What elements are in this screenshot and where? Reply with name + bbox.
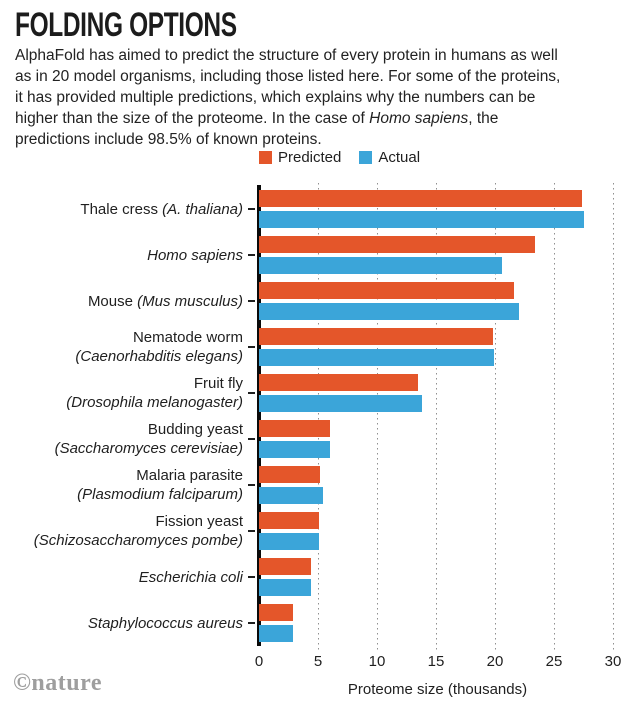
row-label: [0, 236, 243, 274]
chart-row: [0, 236, 640, 274]
chart-row: [0, 374, 640, 412]
actual-bar: [259, 349, 494, 366]
legend-swatch: [259, 151, 272, 164]
row-label-line: [34, 531, 243, 550]
tick-mark: [248, 576, 255, 578]
predicted-bar: [259, 374, 418, 391]
x-axis-label: Proteome size (thousands): [347, 681, 528, 698]
chart-row: [0, 466, 640, 504]
x-tick-label: 20: [486, 653, 504, 670]
chart-row: [0, 604, 640, 642]
actual-bar: [259, 257, 502, 274]
text-segment: Malaria parasite: [136, 467, 243, 484]
row-label: [0, 512, 243, 550]
row-label-line: [133, 328, 243, 347]
tick-mark: [248, 484, 255, 486]
text-segment: (Caenorhabditis elegans): [75, 348, 243, 365]
legend-swatch: [359, 151, 372, 164]
row-label-line: [77, 485, 243, 504]
tick-mark: [248, 254, 255, 256]
text-segment: Homo sapiens: [147, 246, 243, 264]
x-tick-label: 25: [545, 653, 563, 670]
text-segment: (Drosophila melanogaster): [66, 394, 243, 411]
row-label: [0, 558, 243, 596]
text-segment: (Schizosaccharomyces pombe): [33, 532, 243, 549]
row-label-line: [194, 374, 243, 393]
text-segment: (Plasmodium falciparum): [77, 486, 243, 503]
text-segment: Nematode worm: [132, 329, 243, 346]
text-segment: Budding yeast: [147, 421, 243, 438]
legend-label: Predicted: [278, 149, 342, 166]
row-label: [0, 466, 243, 504]
row-label: [0, 374, 243, 412]
x-tick-label: 30: [604, 653, 622, 670]
chart-row: [0, 282, 640, 320]
actual-bar: [259, 487, 323, 504]
row-label: [0, 282, 243, 320]
row-label-line: [148, 420, 243, 439]
tick-mark: [248, 530, 255, 532]
intro-text: [15, 45, 567, 150]
tick-mark: [248, 392, 255, 394]
text-segment: Mouse: [87, 292, 138, 310]
row-label-line: [80, 200, 243, 219]
page-title: FOLDING OPTIONS: [15, 6, 237, 44]
actual-bar: [259, 395, 422, 412]
legend-item: [359, 149, 420, 166]
row-label-line: [136, 466, 243, 485]
predicted-bar: [259, 604, 293, 621]
actual-bar: [259, 625, 293, 642]
header: [15, 8, 323, 42]
predicted-bar: [259, 282, 514, 299]
row-label-line: [88, 292, 243, 311]
row-label-line: [88, 614, 243, 633]
predicted-bar: [259, 512, 319, 529]
actual-bar: [259, 211, 584, 228]
chart-row: [0, 420, 640, 458]
text-segment: (Mus musculus): [137, 292, 243, 310]
row-label-line: [55, 439, 243, 458]
x-tick-label: 5: [313, 653, 323, 670]
text-segment: Fission yeast: [155, 513, 243, 530]
text-segment: Staphylococcus aureus: [87, 614, 243, 632]
tick-mark: [248, 346, 255, 348]
tick-mark: [248, 438, 255, 440]
row-label-line: [139, 568, 243, 587]
predicted-bar: [259, 236, 535, 253]
tick-mark: [248, 300, 255, 302]
chart-legend: [259, 149, 420, 166]
actual-bar: [259, 441, 330, 458]
row-label: [0, 604, 243, 642]
legend-label: Actual: [378, 149, 421, 166]
predicted-bar: [259, 420, 330, 437]
actual-bar: [259, 303, 519, 320]
row-label-line: [75, 347, 243, 366]
text-segment: Thale cress: [80, 200, 163, 218]
predicted-bar: [259, 190, 582, 207]
chart-rows: [0, 190, 640, 642]
chart-row: [0, 328, 640, 366]
tick-mark: [248, 622, 255, 624]
predicted-bar: [259, 466, 320, 483]
row-label: [0, 190, 243, 228]
text-segment: AlphaFold has aimed to predict the structure of every protein in humans as well as in 20 model organisms, including those listed here. For some of the proteins, it has provided multiple predictions, which explains why the numbers can be higher than the size of the proteome. In the case of: [15, 47, 561, 127]
tick-mark: [248, 208, 255, 210]
row-label: [0, 328, 243, 366]
row-label-line: [155, 512, 243, 531]
text-segment: Escherichia coli: [138, 568, 243, 586]
text-segment: , the predictions include 98.5% of known proteins.: [15, 110, 499, 148]
chart-row: [0, 558, 640, 596]
chart-row: [0, 190, 640, 228]
x-tick-label: 15: [427, 653, 445, 670]
text-segment: (Saccharomyces cerevisiae): [54, 440, 243, 457]
chart-row: [0, 512, 640, 550]
actual-bar: [259, 579, 311, 596]
text-segment: Fruit fly: [193, 375, 243, 392]
row-label: [0, 420, 243, 458]
x-tick-label: 10: [368, 653, 386, 670]
row-label-line: [147, 246, 243, 265]
x-axis-ticks: [0, 653, 640, 671]
actual-bar: [259, 533, 319, 550]
row-label-line: [66, 393, 243, 412]
legend-item: [259, 149, 341, 166]
text-segment: (A. thaliana): [162, 200, 243, 218]
x-tick-label: 0: [254, 653, 264, 670]
nature-logo: ©nature: [13, 670, 102, 696]
text-segment: Homo sapiens: [369, 110, 469, 127]
predicted-bar: [259, 328, 493, 345]
predicted-bar: [259, 558, 311, 575]
